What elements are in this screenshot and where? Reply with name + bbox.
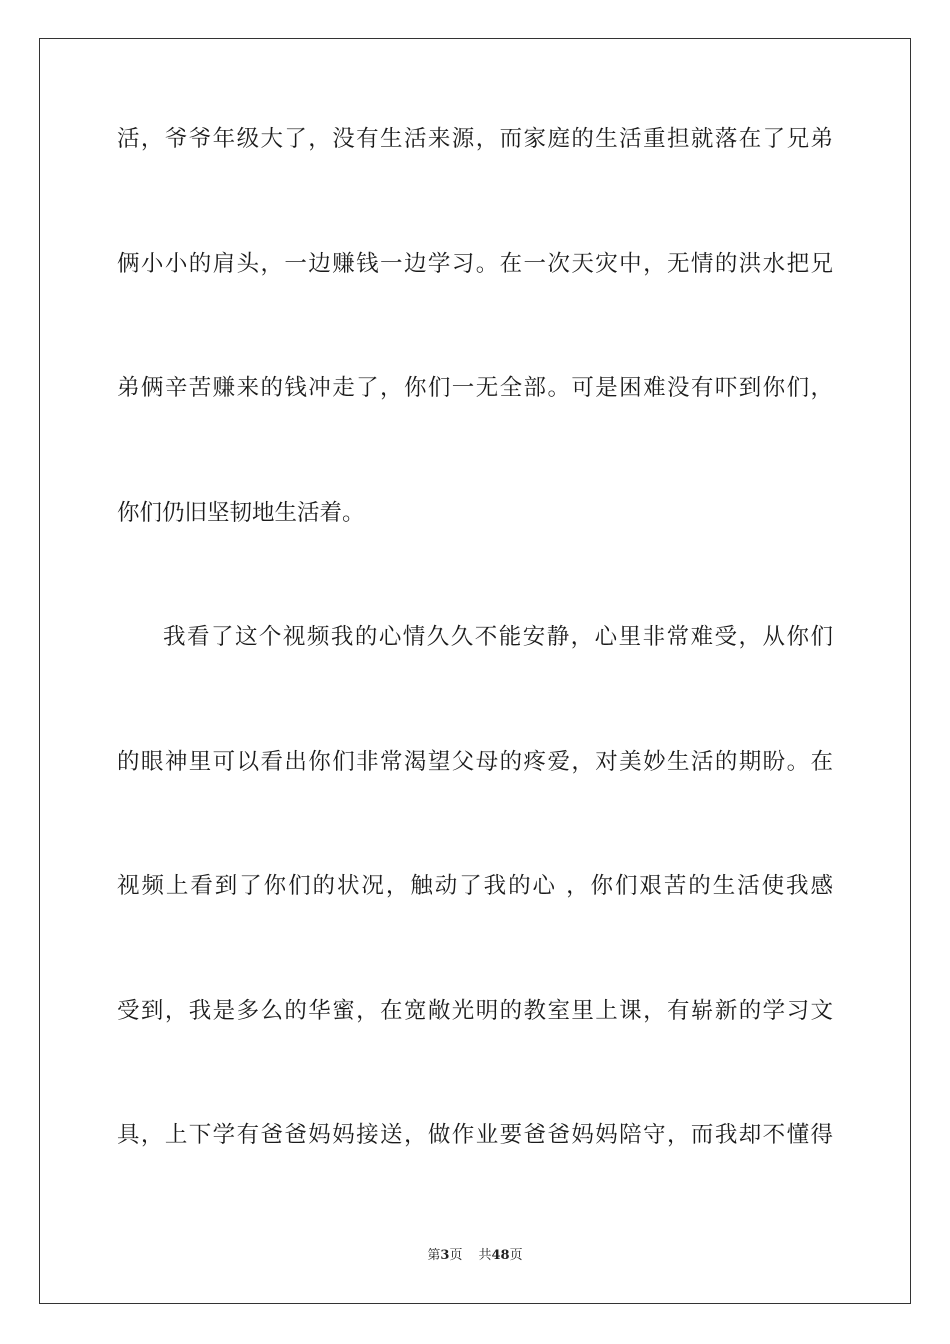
text-line: 活，爷爷年级大了，没有生活来源，而家庭的生活重担就落在了兄弟 xyxy=(117,126,833,152)
total-prefix: 共 xyxy=(478,1248,492,1263)
text-line: 视频上看到了你们的状况，触动了我的心 ，你们艰苦的生活使我感 xyxy=(117,873,833,899)
page-suffix: 页 xyxy=(449,1248,463,1263)
total-pages: 48 xyxy=(491,1248,510,1263)
text-line: 具，上下学有爸爸妈妈接送，做作业要爸爸妈妈陪守，而我却不懂得 xyxy=(117,1122,833,1148)
text-line: 你们仍旧坚韧地生活着。 xyxy=(117,499,365,526)
page-number: 3 xyxy=(440,1248,450,1263)
page-footer xyxy=(0,1247,950,1265)
text-line: 俩小小的肩头，一边赚钱一边学习。在一次天灾中，无情的洪水把兄 xyxy=(117,250,833,277)
text-line: 的眼神里可以看出你们非常渴望父母的疼爱，对美妙生活的期盼。在 xyxy=(117,748,833,775)
text-line: 我看了这个视频我的心情久久不能安静，心里非常难受，从你们 xyxy=(163,624,833,650)
text-line: 受到，我是多么的华蜜，在宽敞光明的教室里上课，有崭新的学习文 xyxy=(117,997,833,1024)
page-prefix: 第 xyxy=(427,1248,441,1263)
body-text xyxy=(117,123,833,1244)
text-line: 弟俩辛苦赚来的钱冲走了，你们一无全部。可是困难没有吓到你们， xyxy=(117,375,833,401)
total-suffix: 页 xyxy=(509,1248,523,1263)
